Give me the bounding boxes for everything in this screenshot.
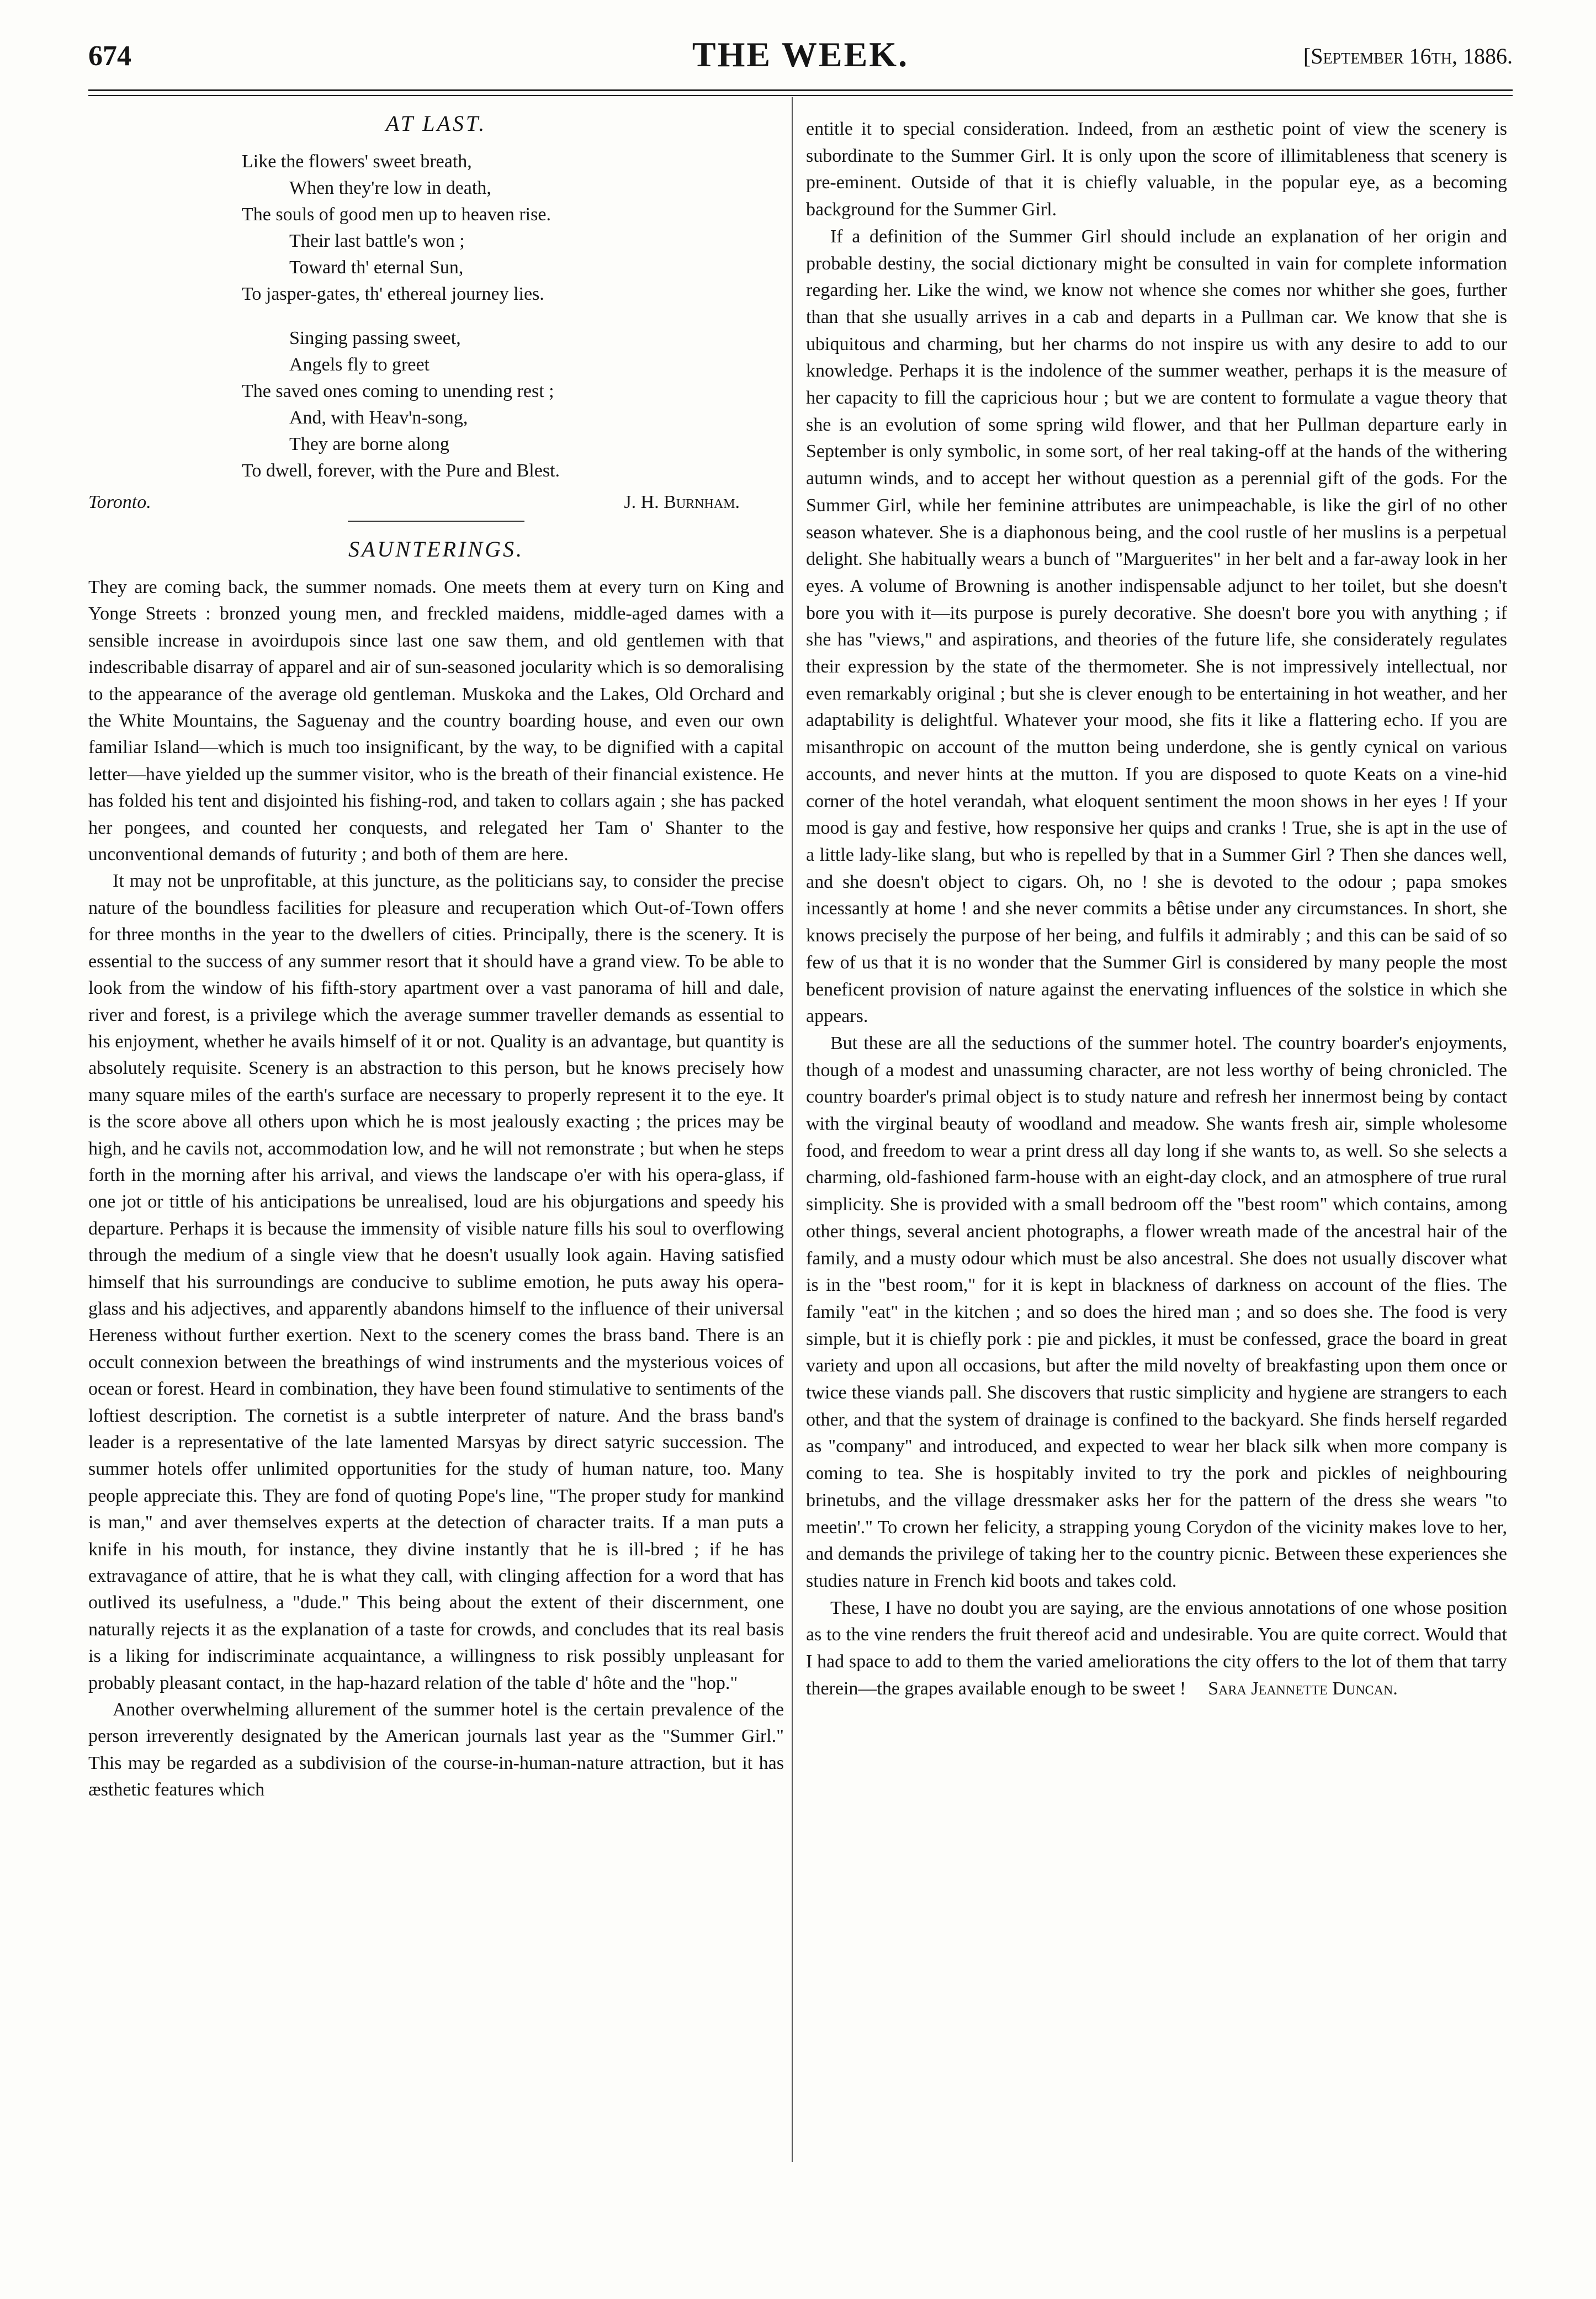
poem-line: And, with Heav'n-song, bbox=[289, 407, 468, 428]
page-header bbox=[88, 35, 1513, 84]
header-rule bbox=[88, 89, 1513, 91]
article-paragraph: It may not be unprofitable, at this juncture, as the politicians say, to consider the precise nature of the boundless facilities for pleasure and recuperation which Out-of-Town offers for three months in the year to the dwellers of cities. Principally, there is the scenery. It is essential to the success of any summer resort that it should have a grand view. To be able to look from the window of his fifth-story apartment over a vast panorama of hill and dale, river and forest, is a privilege which the average summer traveller demands as essential to his enjoyment, whether he avails himself of it or not. Quality is an advantage, but quantity is absolutely requisite. Scenery is an abstraction to this person, but he knows precisely how many square miles of the earth's surface are necessary to properly represent it to the eye. It is the score above all others upon which he is most jealously exacting ; the prices may be high, and he cavils not, accommodation low, and he will not remonstrate ; but when he steps forth in the morning after his arrival, and views the landscape o'er with his opera-glass, if one jot or tittle of his anticipations be unrealised, loud are his objurgations and speedy his departure. Perhaps it is because the immensity of visible nature fills his soul to overflowing through the medium of a single view that he doesn't usually look again. Having satisfied himself that his surroundings are conducive to sublime emotion, he puts away his opera-glass and his adjectives, and apparently abandons himself to the influence of their universal Hereness without further exertion. Next to the scenery comes the brass band. There is an occult connexion between the breathings of wind instruments and the mysterious voices of ocean or forest. Heard in combination, they have been found stimulative to sentiments of the loftiest description. The cornetist is a subtle interpreter of nature. And the brass band's leader is a representative of the late lamented Marsyas by direct satyric succession. The summer hotels offer unlimited opportunities for the study of human nature, too. Many people appreciate this. They are fond of quoting Pope's line, "The proper study for mankind is man," and aver themselves experts at the detection of character traits. If a man puts a knife in his mouth, for instance, they divine instantly that he is ill-bred ; if he has extravagance of attire, that he is what they call, with clinging affection for a word that has outlived its usefulness, a "dude." This being about the extent of their discernment, one naturally rejects it as the explanation of a taste for crowds, and concludes that its real basis is a liking for indiscriminate acquaintance, a willingness to risk possibly unpleasant for probably pleasant contact, in the hap-hazard relation of the table d' hôte and the "hop." bbox=[88, 871, 784, 1693]
poem-line: The saved ones coming to unending rest ; bbox=[242, 381, 554, 401]
poem-title: AT LAST. bbox=[385, 111, 487, 136]
article-byline: Sara Jeannette Duncan. bbox=[1208, 1678, 1398, 1699]
poem-line: Like the flowers' sweet breath, bbox=[242, 151, 472, 172]
poem-line: They are borne along bbox=[289, 434, 449, 454]
poem-line: When they're low in death, bbox=[289, 178, 491, 198]
poem-signoff bbox=[88, 492, 784, 521]
article-paragraph: If a definition of the Summer Girl should include an explanation of her origin and probable destiny, the social dictionary might be consulted in vain for complete information regarding her. Like the wind, we know not whence she comes nor whither she goes, further than that she usually arrives in a cab and departs in a Pullman car. We know that she is ubiquitous and charming, but her charms do not inspire us with any desire to add to our knowledge. Perhaps it is the indolence of the summer weather, perhaps it is the measure of her capacity to fill the capricious hour ; but we are content to formulate a vague theory that she is an evolution of some spring wild flower, and that her Pullman departure early in September is only symbolic, in some sort, of her real taking-off at the hands of the withering autumn winds, and to accept her without question as a perennial gift of the gods. For the Summer Girl, while her feminine attributes are unimpeachable, is like the girl of no other season whatever. She is a diaphonous being, and the cool rustle of her muslins is a perpetual delight. She habitually wears a bunch of "Marguerites" in her belt and a far-away look in her eyes. A volume of Browning is another indispensable adjunct to her toilet, but she doesn't bore you with it—its purpose is purely decorative. She doesn't bore you with anything ; if she has "views," and aspirations, and theories of the future life, she considerately regulates their expression by the state of the thermometer. She is not impressively intellectual, nor even remarkably original ; but she is clever enough to be entertaining in hot weather, and her adaptability is delightful. Whatever your mood, she fits it like a flattering echo. If you are misanthropic on account of the mutton being underdone, she is gently cynical on various accounts, and never hints at the mutton. If you are disposed to quote Keats on a vine-hid corner of the hotel verandah, what eloquent sentiment the moon shows in her eyes ! If your mood is gay and festive, how responsive her quips and cranks ! True, she is apt in the use of a little lady-like slang, but who is repelled by that in a Summer Girl ? Then she dances well, and she doesn't object to cigars. Oh, no ! she is devoted to the odour ; papa smokes incessantly at home ! and she never commits a bêtise under any circumstances. In short, she knows precisely the purpose of her being, and fulfils it admirably ; and this can be said of so few of us that it is no wonder that the Summer Girl is considered by many people the most beneficent provision of nature against the enervating influences of the solstice in which she appears. bbox=[806, 226, 1507, 1027]
poem-stanza-1 bbox=[242, 149, 784, 308]
poem-line: To dwell, forever, with the Pure and Blest. bbox=[242, 460, 560, 481]
article-final-paragraph bbox=[806, 1595, 1507, 1703]
poem-line: Angels fly to greet bbox=[289, 354, 430, 375]
article-paragraph: entitle it to special consideration. Indeed, from an æsthetic point of view the scenery is subordinate to the Summer Girl. It is only upon the score of illimitableness that scenery is pre-eminent. Outside of that it is chiefly valuable, in the popular eye, as a becoming background for the Summer Girl. bbox=[806, 119, 1507, 220]
left-column bbox=[88, 110, 784, 1804]
poem-line: The souls of good men up to heaven rise. bbox=[242, 204, 551, 225]
article-paragraph-text: These, I have no doubt you are saying, are the envious annotations of one whose position as to the vine renders the fruit thereof acid and undesirable. You are quite correct. Would that I had space to add to them the varied ameliorations the city offers to the lot of them that tarry therein—the grapes available enough to be sweet ! bbox=[806, 1597, 1507, 1699]
masthead: THE WEEK. bbox=[692, 35, 909, 74]
poem-line: Singing passing sweet, bbox=[289, 328, 461, 348]
article-paragraph: Another overwhelming allurement of the summer hotel is the certain prevalence of the person irreverently designated by the American journals last year as the "Summer Girl." This may be regarded as a subdivision of the course-in-human-nature attraction, but it has æsthetic features which bbox=[88, 1699, 784, 1800]
article-title: SAUNTERINGS. bbox=[348, 537, 524, 561]
article-paragraph: They are coming back, the summer nomads. One meets them at every turn on King and Yonge Streets : bronzed young men, and freckled maidens, middle-aged dames with a sensible increase in avoirdupois since last one saw them, and old gentlemen with that indescribable disarray of apparel and air of sun-seasoned jocularity which is so demoralising to the appearance of the average old gentleman. Muskoka and the Lakes, Old Orchard and the White Mountains, the Saguenay and the country boarding house, and even our own familiar Island—which is much too insignificant, by the way, to be dignified with a capital letter—have yielded up the summer visitor, who is the breath of their financial existence. He has folded his tent and disjointed his fishing-rod, and taken to collars again ; she has packed her pongees, and counted her conquests, and relegated her Tam o' Shanter to the unconventional demands of futurity ; and both of them are here. bbox=[88, 577, 784, 865]
issue-date: [September 16th, 1886. bbox=[1303, 44, 1513, 68]
section-rule bbox=[348, 521, 524, 522]
column-divider bbox=[792, 97, 793, 2162]
poem-stanza-2 bbox=[242, 325, 784, 484]
article-paragraph: But these are all the seductions of the summer hotel. The country boarder's enjoyments, though of a modest and unassuming character, are not less worthy of being chronicled. The country boarder's primal object is to study nature and refresh her innermost being by contact with the virginal beauty of woodland and meadow. She wants fresh air, simple wholesome food, and freedom to wear a print dress all day long if she wants to, as well. So she selects a charming, old-fashioned farm-house with an eight-day clock, and an atmosphere of true rural simplicity. She is provided with a small bedroom off the "best room" which contains, among other things, several ancient photographs, a flower wreath made of the ancestral hair of the family, and a musty odour which must be also ancestral. She does not usually discover what is in the "best room," for it is kept in blackness of darkness on account of the flies. The family "eat" in the kitchen ; and so does the hired man ; and so does she. The food is very simple, but it is chiefly pork : pie and pickles, it must be confessed, grace the board in great variety and upon all occasions, but after the mild novelty of breakfasting upon them once or twice these viands pall. She discovers that rustic simplicity and hygiene are strangers to each other, and that the system of drainage is confined to the backyard. She finds herself regarded as "company" and introduced, and expected to wear her black silk when more company is coming to tea. She is hospitably invited to try the pork and pickles of neighbouring brinetubs, and the village dressmaker asks her for the pattern of the dress she wears "to meetin'." To crown her felicity, a strapping young Corydon of the vicinity makes love to her, and demands the privilege of taking her to the country picnic. Between these experiences she studies nature in French kid boots and takes cold. bbox=[806, 1032, 1507, 1591]
page-number: 674 bbox=[88, 40, 131, 72]
poem-line: Their last battle's won ; bbox=[289, 231, 465, 251]
poem-author: J. H. Burnham. bbox=[624, 492, 740, 512]
poem-line: Toward th' eternal Sun, bbox=[289, 257, 464, 278]
poem-line: To jasper-gates, th' ethereal journey lies. bbox=[242, 284, 544, 304]
header-rule-thin bbox=[88, 95, 1513, 96]
right-column bbox=[806, 116, 1507, 1702]
poem-place: Toronto. bbox=[88, 492, 151, 512]
